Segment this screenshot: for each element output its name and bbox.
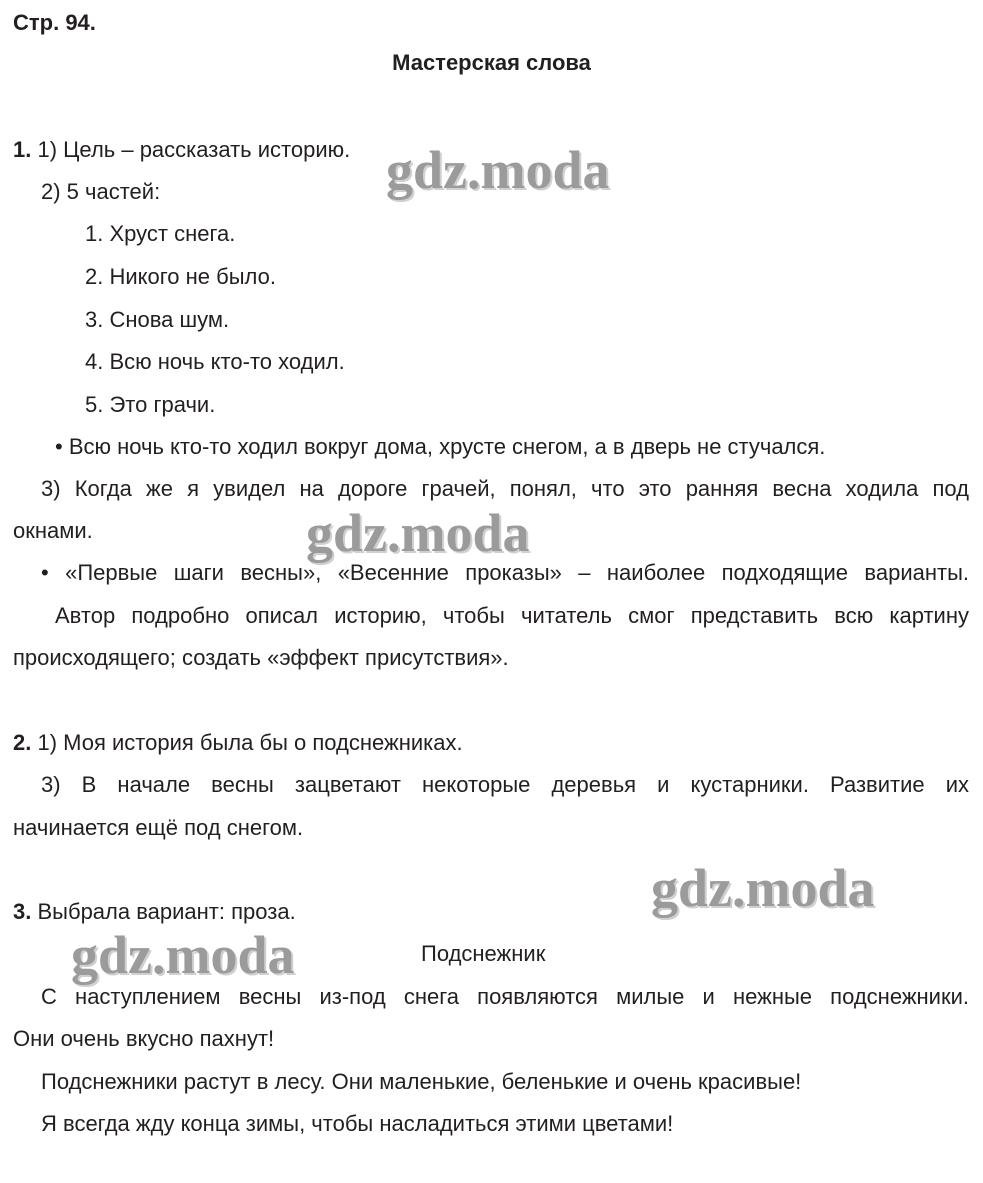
task1-bullet-2: • «Первые шаги весны», «Весенние проказы» – наиболее подходящие варианты. [41, 560, 969, 585]
watermark-4: gdz.moda [71, 925, 295, 985]
task1-line1 [13, 137, 350, 163]
task1-part-4: 4. Всю ночь кто-то ходил. [85, 349, 345, 374]
task2-line1 [13, 730, 463, 756]
story-paragraph1-line2: Они очень вкусно пахнут! [13, 1026, 275, 1051]
task3-line1 [13, 899, 296, 925]
page-title: Мастерская слова [392, 50, 591, 75]
watermark-2: gdz.moda [306, 503, 530, 563]
task2-number: 2. [13, 730, 32, 755]
page-label: Стр. 94. [13, 10, 96, 35]
task3-number: 3. [13, 899, 32, 924]
story-paragraph2: Подснежники растут в лесу. Они маленькие, беленькие и очень красивые! [41, 1069, 802, 1094]
task2-topic: 1) Моя история была бы о подснежниках. [37, 730, 463, 755]
task1-part-3: 3. Снова шум. [85, 307, 230, 332]
story-paragraph1-line1: С наступлением весны из-под снега появляются милые и нежные подснежники. [41, 984, 969, 1009]
story-paragraph3: Я всегда жду конца зимы, чтобы насладиться этими цветами! [41, 1111, 674, 1136]
task1-number: 1. [13, 137, 32, 162]
task1-author-line2: происходящего; создать «эффект присутствия». [13, 645, 509, 670]
task1-parts-heading: 2) 5 частей: [41, 179, 161, 204]
task1-author-line1: Автор подробно описал историю, чтобы читатель смог представить всю картину [55, 603, 969, 628]
task2-line3: начинается ещё под снегом. [13, 815, 304, 840]
story-title: Подснежник [421, 941, 546, 966]
task1-point3-line2: окнами. [13, 518, 93, 543]
task1-part-5: 5. Это грачи. [85, 392, 216, 417]
watermark-1: gdz.moda [386, 140, 610, 200]
task1-part-1: 1. Хруст снега. [85, 221, 236, 246]
watermark-3: gdz.moda [651, 858, 875, 918]
task1-part-2: 2. Никого не было. [85, 264, 276, 289]
task1-goal: 1) Цель – рассказать историю. [37, 137, 351, 162]
task3-choice: Выбрала вариант: проза. [37, 899, 296, 924]
task2-line2: 3) В начале весны зацветают некоторые деревья и кустарники. Развитие их [41, 772, 969, 797]
task1-point3-line1: 3) Когда же я увидел на дороге грачей, понял, что это ранняя весна ходила под [41, 476, 969, 501]
task1-bullet-1: • Всю ночь кто-то ходил вокруг дома, хрусте снегом, а в дверь не стучался. [55, 434, 826, 459]
